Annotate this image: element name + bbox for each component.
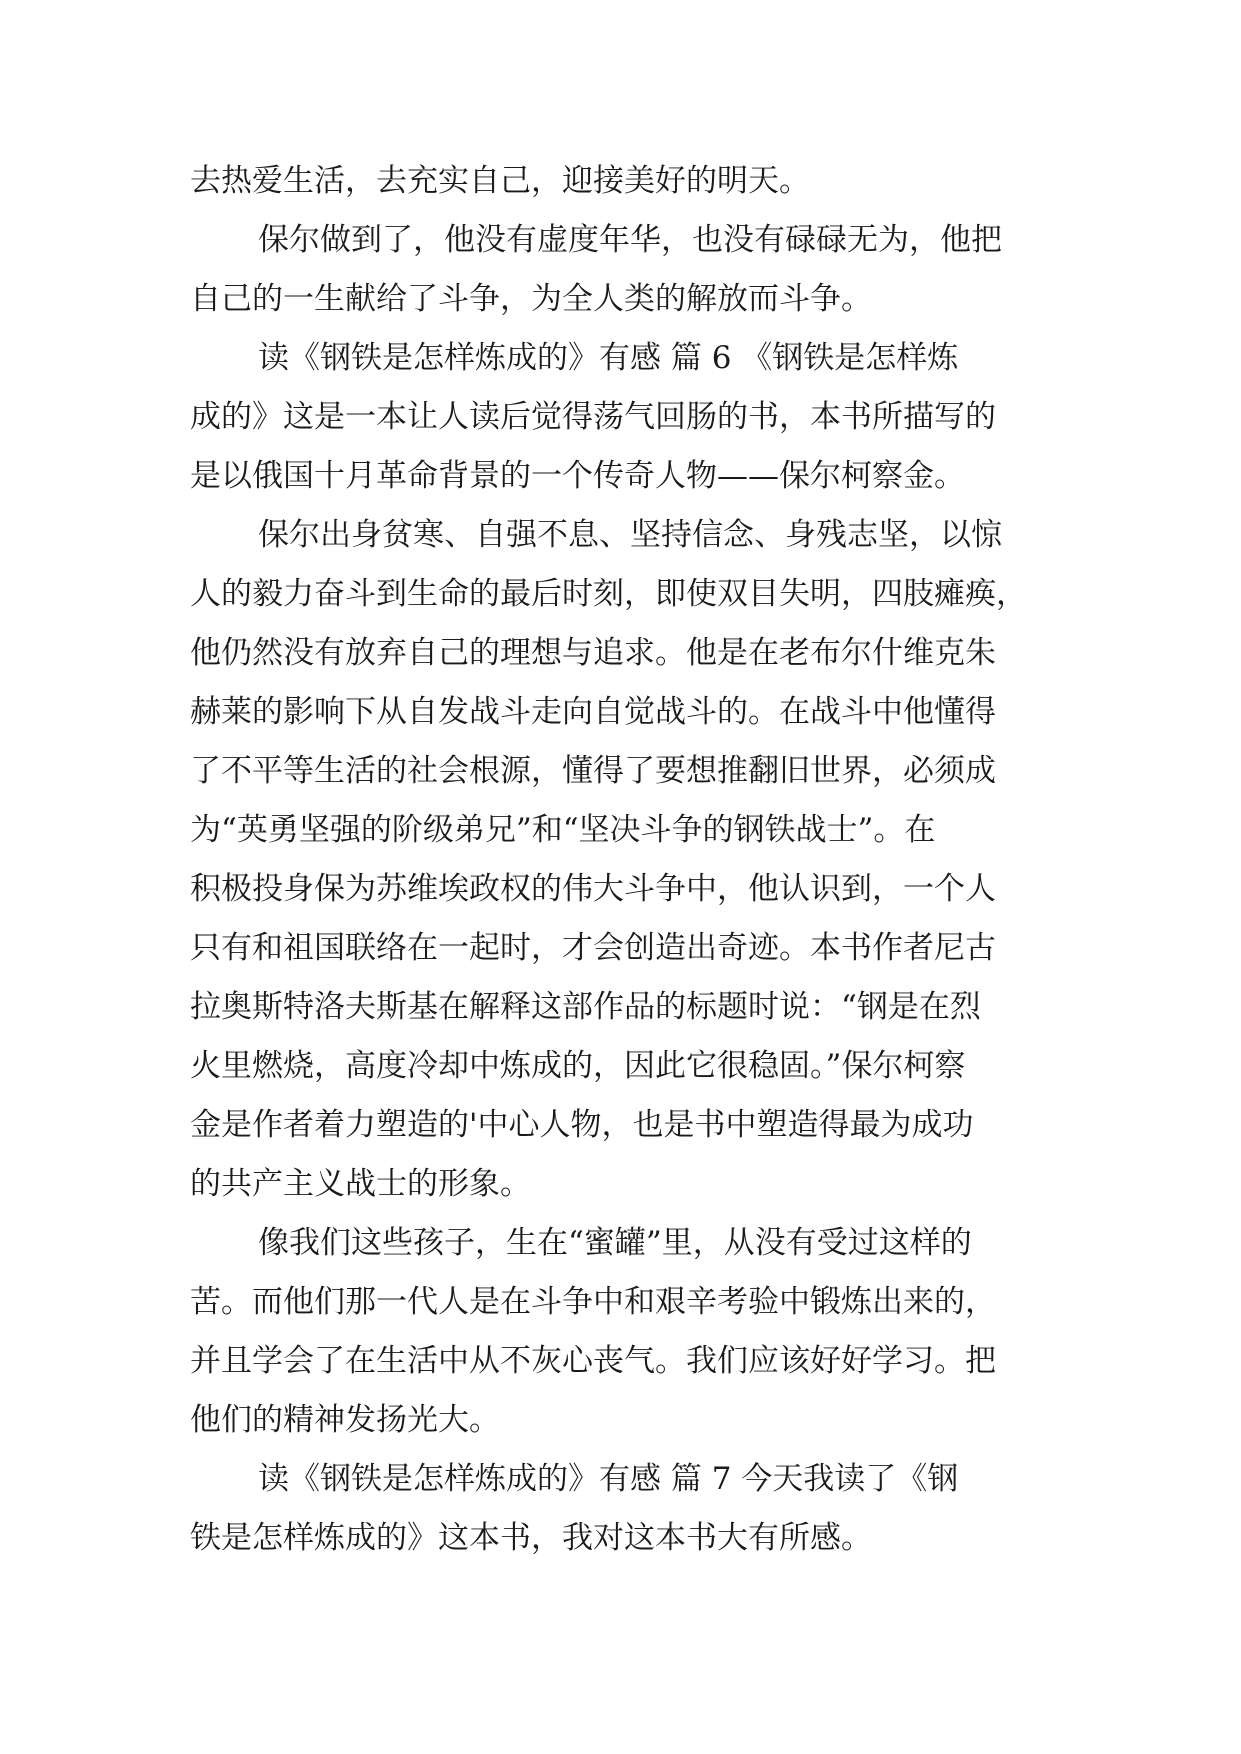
text-line: 像我们这些孩子，生在“蜜罐”里，从没有受过这样的: [258, 1225, 972, 1261]
text-line: 为“英勇坚强的阶级弟兄”和“坚决斗争的钢铁战士”。在: [190, 812, 936, 848]
text-line: 赫莱的影响下从自发战斗走向自觉战斗的。在战斗中他懂得: [190, 694, 996, 730]
text-line: 保尔做到了，他没有虚度年华，也没有碌碌无为，他把: [258, 222, 1002, 258]
text-line: 他仍然没有放弃自己的理想与追求。他是在老布尔什维克朱: [190, 635, 996, 671]
text-line: 成的》这是一本让人读后觉得荡气回肠的书，本书所描写的: [190, 399, 996, 435]
text-line: 自己的一生献给了斗争，为全人类的解放而斗争。: [190, 281, 872, 317]
text-line: 铁是怎样炼成的》这本书，我对这本书大有所感。: [190, 1520, 872, 1556]
text-line: 金是作者着力塑造的'中心人物，也是书中塑造得最为成功: [190, 1107, 974, 1143]
text-line: 积极投身保为苏维埃政权的伟大斗争中，他认识到，一个人: [190, 871, 996, 907]
document-body: [190, 152, 1052, 1568]
text-line: 人的毅力奋斗到生命的最后时刻，即使双目失明，四肢瘫痪，: [190, 576, 1027, 612]
text-line: 火里燃烧，高度冷却中炼成的，因此它很稳固。”保尔柯察: [190, 1048, 966, 1084]
text-line: 是以俄国十月革命背景的一个传奇人物——保尔柯察金。: [190, 458, 965, 494]
text-line: 了不平等生活的社会根源，懂得了要想推翻旧世界，必须成: [190, 753, 996, 789]
text-line: 苦。而他们那一代人是在斗争中和艰辛考验中锻炼出来的，: [190, 1284, 996, 1320]
text-line: 他们的精神发扬光大。: [190, 1402, 500, 1438]
text-line: 保尔出身贫寒、自强不息、坚持信念、身残志坚，以惊: [258, 517, 1002, 553]
text-line: 去热爱生活，去充实自己，迎接美好的明天。: [190, 163, 810, 199]
text-line: 的共产主义战士的形象。: [190, 1166, 531, 1202]
text-line: 拉奥斯特洛夫斯基在解释这部作品的标题时说：“钢是在烈: [190, 989, 981, 1025]
section-heading-line: 读《钢铁是怎样炼成的》有感 篇 6 《钢铁是怎样炼: [258, 340, 959, 376]
section-heading-line: 读《钢铁是怎样炼成的》有感 篇 7 今天我读了《钢: [258, 1461, 959, 1497]
text-line: 只有和祖国联络在一起时，才会创造出奇迹。本书作者尼古: [190, 930, 996, 966]
text-line: 并且学会了在生活中从不灰心丧气。我们应该好好学习。把: [190, 1343, 996, 1379]
